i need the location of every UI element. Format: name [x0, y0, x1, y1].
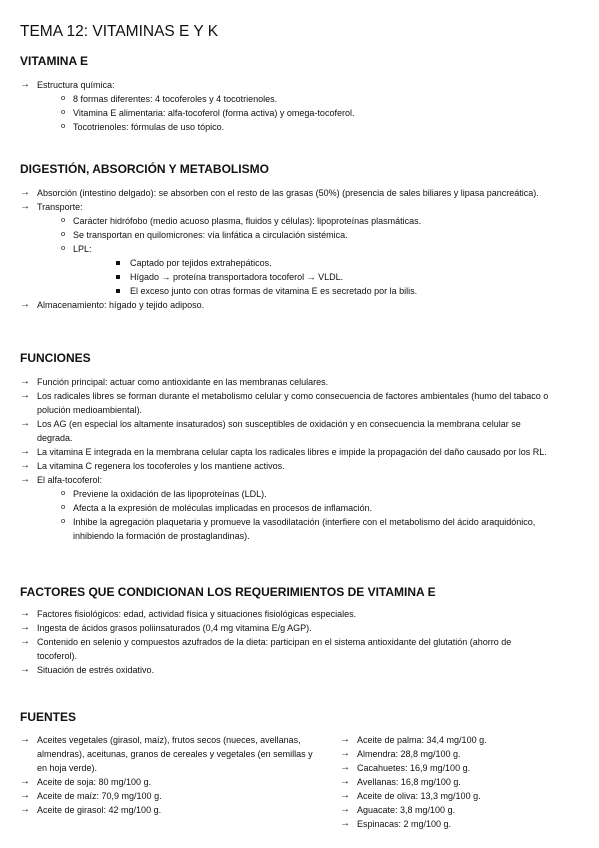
- list-item: → Ingesta de ácidos grasos poliinsaturados (0,4 mg vitamina E/g AGP).: [0, 621, 599, 635]
- list-item: Captado por tejidos extrahepáticos.: [0, 256, 599, 270]
- list-item: → Función principal: actuar como antioxidante en las membranas celulares.: [0, 375, 599, 389]
- list-item: → Espinacas: 2 mg/100 g.: [320, 817, 590, 831]
- list-item: o Afecta a la expresión de moléculas implicadas en procesos de inflamación.: [0, 501, 599, 515]
- list-item: → Aceites vegetales (girasol, maíz), frutos secos (nueces, avellanas, almendras), aceitunas, granos de cereales y vegetales (en semillas y en hoja verde).: [0, 733, 320, 775]
- list-item: → Aceite de girasol: 42 mg/100 g.: [0, 803, 320, 817]
- list-item: o Carácter hidrófobo (medio acuoso plasma, fluidos y células): lipoproteínas plasmáticas.: [0, 214, 599, 228]
- list-item: → Contenido en selenio y compuestos azufrados de la dieta: participan en el sistema antioxidante del glutatión (ahorro de tocoferol).: [0, 635, 549, 663]
- fuentes-right-column: [320, 733, 590, 831]
- heading-funciones: FUNCIONES: [20, 351, 91, 365]
- list-item: → Almacenamiento: hígado y tejido adiposo.: [0, 298, 599, 312]
- section-digestion: [0, 186, 599, 312]
- heading-vitamina-e: VITAMINA E: [20, 54, 88, 68]
- heading-fuentes: FUENTES: [20, 710, 77, 724]
- list-item: → La vitamina E integrada en la membrana celular capta los radicales libres e impide la propagación del daño causado por los RL.: [0, 445, 557, 459]
- list-item: → Estructura química:: [0, 78, 599, 92]
- list-item: o 8 formas diferentes: 4 tocoferoles y 4 tocotrienoles.: [0, 92, 599, 106]
- list-item: → Absorción (intestino delgado): se absorben con el resto de las grasas (50%) (presencia de sales biliares y lipasa pancreática).: [0, 186, 589, 200]
- list-item: → Factores fisiológicos: edad, actividad física y situaciones fisiológicas especiales.: [0, 607, 599, 621]
- heading-factores: FACTORES QUE CONDICIONAN LOS REQUERIMIENTOS DE VITAMINA E: [20, 585, 436, 599]
- list-item: o Tocotrienoles: fórmulas de uso tópico.: [0, 120, 599, 134]
- list-item: → Avellanas: 16,8 mg/100 g.: [320, 775, 590, 789]
- list-item: → Los radicales libres se forman durante el metabolismo celular y como consecuencia de factores ambientales (humo del tabaco o polución medioambiental).: [0, 389, 557, 417]
- list-item: → Situación de estrés oxidativo.: [0, 663, 599, 677]
- list-item: o Previene la oxidación de las lipoproteínas (LDL).: [0, 487, 599, 501]
- page-title: TEMA 12: VITAMINAS E Y K: [20, 23, 219, 40]
- section-factores: [0, 607, 599, 677]
- list-item: El exceso junto con otras formas de vitamina E es secretado por la bilis.: [0, 284, 599, 298]
- list-item: → Cacahuetes: 16,9 mg/100 g.: [320, 761, 590, 775]
- list-item: → Aceite de maíz: 70,9 mg/100 g.: [0, 789, 320, 803]
- list-item: o Inhibe la agregación plaquetaria y promueve la vasodilatación (interfiere con el metabolismo del ácido araquidónico, inhibiendo la formación de prostaglandinas).: [0, 515, 553, 543]
- list-item: → Aceite de oliva: 13,3 mg/100 g.: [320, 789, 590, 803]
- heading-digestion: DIGESTIÓN, ABSORCIÓN Y METABOLISMO: [20, 162, 269, 176]
- list-item: → Aceite de soja: 80 mg/100 g.: [0, 775, 320, 789]
- list-item: o Se transportan en quilomicrones: vía linfática a circulación sistémica.: [0, 228, 599, 242]
- fuentes-left-column: [0, 733, 320, 817]
- list-item: → Los AG (en especial los altamente insaturados) son susceptibles de oxidación y en consecuencia la membrana celular se degrada.: [0, 417, 557, 445]
- list-item: → El alfa-tocoferol:: [0, 473, 599, 487]
- list-item: → Almendra: 28,8 mg/100 g.: [320, 747, 590, 761]
- list-item: → Aguacate: 3,8 mg/100 g.: [320, 803, 590, 817]
- section-vitamina-e: [0, 78, 599, 134]
- list-item: o LPL:: [0, 242, 599, 256]
- list-item: o Vitamina E alimentaria: alfa-tocoferol (forma activa) y omega-tocoferol.: [0, 106, 599, 120]
- list-item: → Transporte:: [0, 200, 599, 214]
- section-funciones: [0, 375, 599, 543]
- list-item: → La vitamina C regenera los tocoferoles y los mantiene activos.: [0, 459, 599, 473]
- list-item: → Aceite de palma: 34,4 mg/100 g.: [320, 733, 590, 747]
- list-item: Hígado → proteína transportadora tocoferol → VLDL.: [0, 270, 599, 284]
